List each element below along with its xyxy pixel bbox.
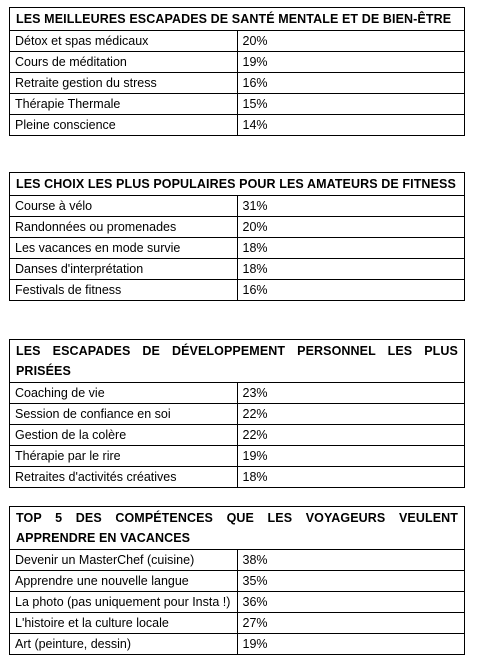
row-value: 19% — [237, 634, 465, 655]
table-row — [10, 425, 465, 446]
row-label: Apprendre une nouvelle langue — [10, 571, 238, 592]
row-label: Les vacances en mode survie — [10, 238, 238, 259]
row-value: 23% — [237, 383, 465, 404]
table-title: LES CHOIX LES PLUS POPULAIRES POUR LES AMATEURS DE FITNESS — [10, 173, 465, 196]
table-personal-development — [9, 339, 465, 488]
table-vacation-skills — [9, 506, 465, 655]
table-row — [10, 259, 465, 280]
row-label: Danses d'interprétation — [10, 259, 238, 280]
row-label: Thérapie par le rire — [10, 446, 238, 467]
row-label: Cours de méditation — [10, 52, 238, 73]
table-row — [10, 404, 465, 425]
table-row — [10, 550, 465, 571]
table-row — [10, 52, 465, 73]
table-row — [10, 613, 465, 634]
table-row — [10, 31, 465, 52]
table-fitness — [9, 172, 465, 301]
table-row — [10, 383, 465, 404]
row-value: 14% — [237, 115, 465, 136]
table-row — [10, 280, 465, 301]
row-value: 27% — [237, 613, 465, 634]
row-value: 16% — [237, 73, 465, 94]
table-row — [10, 73, 465, 94]
row-value: 19% — [237, 52, 465, 73]
row-value: 31% — [237, 196, 465, 217]
row-value: 35% — [237, 571, 465, 592]
row-label: Randonnées ou promenades — [10, 217, 238, 238]
row-value: 18% — [237, 238, 465, 259]
table-row — [10, 238, 465, 259]
row-value: 16% — [237, 280, 465, 301]
row-value: 22% — [237, 425, 465, 446]
row-value: 19% — [237, 446, 465, 467]
table-row — [10, 115, 465, 136]
table-row — [10, 196, 465, 217]
table-title: LES MEILLEURES ESCAPADES DE SANTÉ MENTALE ET DE BIEN-ÊTRE — [10, 8, 465, 31]
table-title-row — [10, 507, 465, 550]
table-row — [10, 467, 465, 488]
row-label: Gestion de la colère — [10, 425, 238, 446]
row-label: Thérapie Thermale — [10, 94, 238, 115]
table-mental-health — [9, 7, 465, 136]
row-label: Devenir un MasterChef (cuisine) — [10, 550, 238, 571]
row-value: 18% — [237, 467, 465, 488]
row-label: Pleine conscience — [10, 115, 238, 136]
row-label: Festivals de fitness — [10, 280, 238, 301]
table-title: TOP 5 DES COMPÉTENCES QUE LES VOYAGEURS VEULENT APPRENDRE EN VACANCES — [10, 507, 465, 550]
table-title-row — [10, 8, 465, 31]
row-label: Course à vélo — [10, 196, 238, 217]
row-value: 36% — [237, 592, 465, 613]
row-label: Session de confiance en soi — [10, 404, 238, 425]
row-value: 38% — [237, 550, 465, 571]
row-value: 20% — [237, 217, 465, 238]
row-label: Retraites d'activités créatives — [10, 467, 238, 488]
table-title-row — [10, 173, 465, 196]
table-row — [10, 571, 465, 592]
row-value: 15% — [237, 94, 465, 115]
table-title: LES ESCAPADES DE DÉVELOPPEMENT PERSONNEL LES PLUS PRISÉES — [10, 340, 465, 383]
table-title-row — [10, 340, 465, 383]
row-label: La photo (pas uniquement pour Insta !) — [10, 592, 238, 613]
row-label: L'histoire et la culture locale — [10, 613, 238, 634]
table-row — [10, 217, 465, 238]
table-row — [10, 94, 465, 115]
row-label: Art (peinture, dessin) — [10, 634, 238, 655]
row-value: 22% — [237, 404, 465, 425]
row-value: 18% — [237, 259, 465, 280]
table-row — [10, 446, 465, 467]
row-value: 20% — [237, 31, 465, 52]
row-label: Retraite gestion du stress — [10, 73, 238, 94]
table-row — [10, 634, 465, 655]
table-row — [10, 592, 465, 613]
row-label: Coaching de vie — [10, 383, 238, 404]
row-label: Détox et spas médicaux — [10, 31, 238, 52]
